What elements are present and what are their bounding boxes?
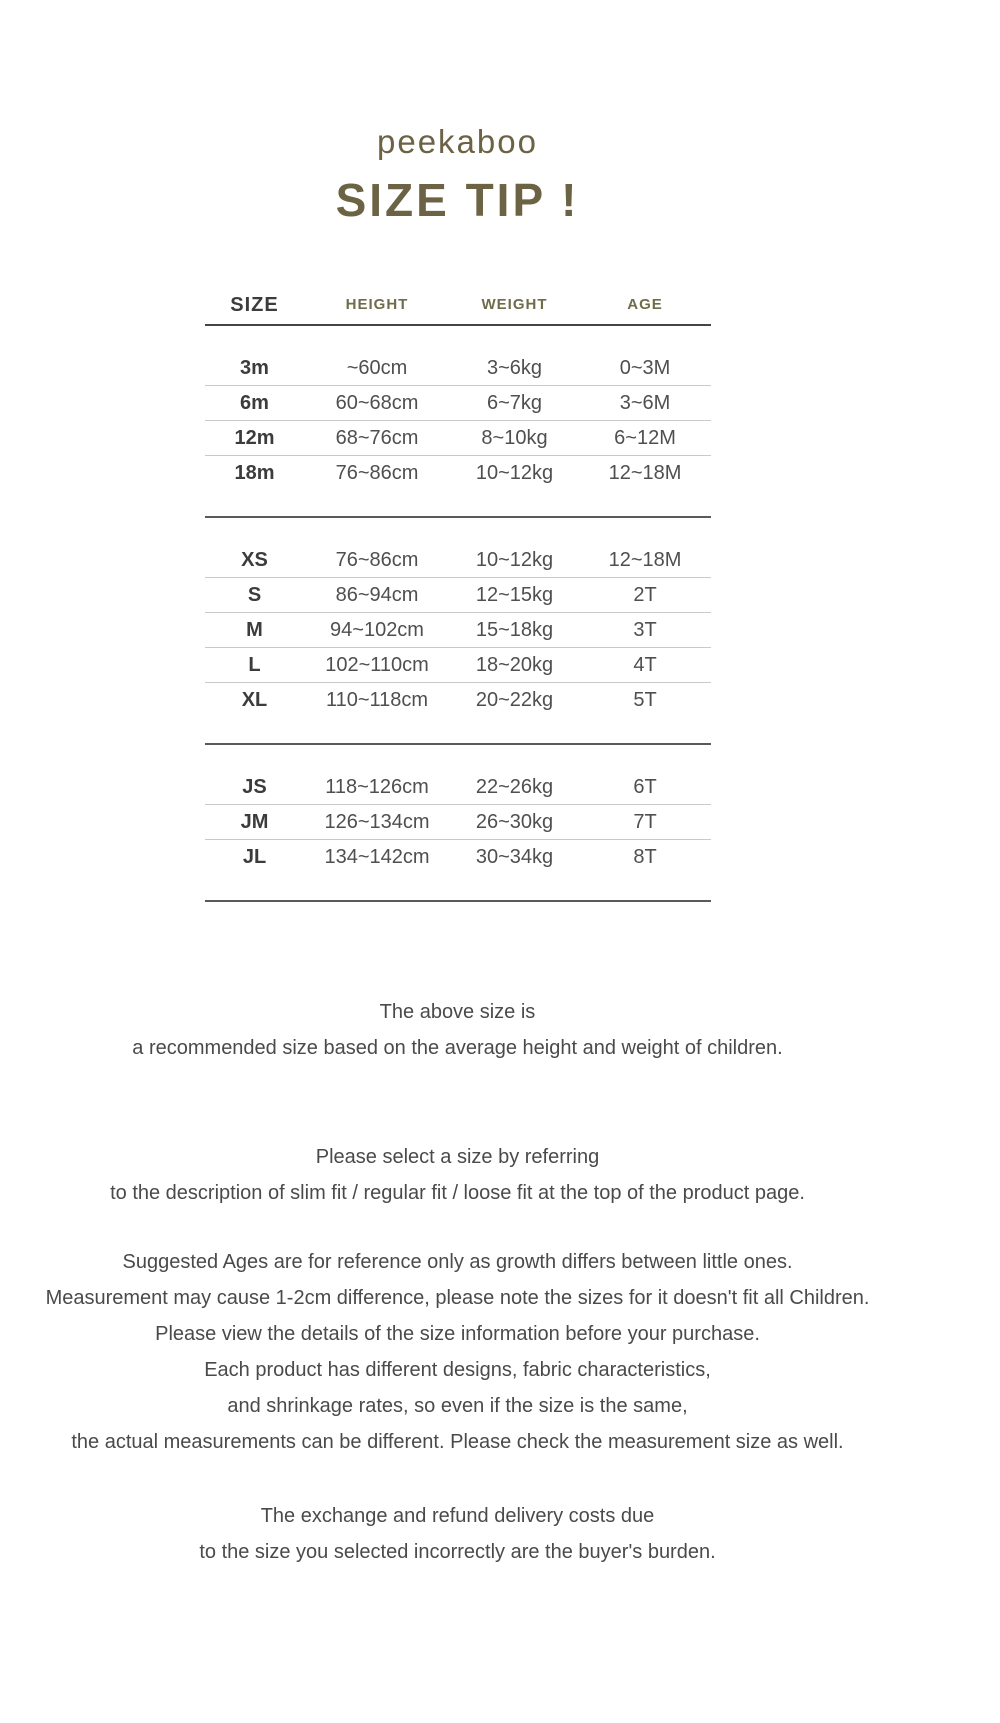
table-cell: 12m [234, 427, 275, 449]
table-row [205, 682, 711, 717]
table-body [205, 326, 711, 902]
table-cell: 12~15kg [475, 584, 554, 606]
table-row [205, 455, 711, 490]
table-row [205, 542, 711, 577]
table-cell: JL [242, 846, 267, 868]
table-cell: 4T [633, 654, 657, 676]
column-header-size: SIZE [230, 294, 279, 316]
table-cell: 6~7kg [486, 392, 543, 414]
note-paragraph: Suggested Ages are for reference only as growth differs between little ones. Measurement may cause 1-2cm difference, please note the sizes for it doesn't fit all Children. Please view the details of the size information before your purchase. Each product has different designs, fabric characteristics, and shrinkage rates, so even if the size is the same, the actual measurements can be different. Please check the measurement size as well. [45, 1251, 870, 1453]
table-cell: 118~126cm [325, 775, 429, 798]
table-cell: 2T [633, 584, 657, 606]
table-cell: M [246, 619, 263, 641]
table-cell: 110~118cm [325, 689, 429, 711]
table-group [205, 326, 711, 518]
table-cell: 60~68cm [335, 392, 419, 414]
table-cell: ~60cm [346, 356, 408, 379]
table-cell: 26~30kg [475, 811, 554, 833]
table-cell: 0~3M [619, 356, 671, 379]
table-cell: 126~134cm [324, 811, 430, 833]
table-cell: 76~86cm [335, 548, 419, 571]
table-cell: 3m [240, 356, 269, 379]
column-header-age: AGE [627, 296, 663, 313]
table-cell: 10~12kg [475, 462, 554, 484]
table-cell: 86~94cm [335, 584, 419, 606]
table-row [205, 647, 711, 682]
table-cell: 94~102cm [330, 619, 424, 641]
table-cell: 134~142cm [324, 846, 430, 868]
table-cell: 8T [633, 846, 657, 868]
table-cell: 3~6kg [486, 356, 543, 379]
table-cell: 6~12M [614, 427, 676, 449]
table-group [205, 745, 711, 902]
column-header-weight: WEIGHT [481, 296, 548, 313]
table-group [205, 518, 711, 745]
table-cell: 68~76cm [335, 427, 419, 449]
table-row [205, 804, 711, 839]
table-header-row [205, 295, 711, 326]
table-cell: S [247, 584, 262, 606]
table-cell: 20~22kg [475, 689, 554, 711]
table-cell: 12~18M [608, 462, 682, 484]
table-cell: 5T [633, 689, 657, 711]
table-cell: 10~12kg [475, 548, 554, 571]
page-title: SIZE TIP ! [335, 174, 580, 226]
table-cell: 8~10kg [481, 427, 548, 449]
table-cell: 18~20kg [475, 654, 554, 676]
table-cell: 30~34kg [475, 846, 554, 868]
brand-logo: peekaboo [377, 123, 538, 160]
table-cell: 3T [633, 619, 657, 641]
table-cell: 3~6M [619, 392, 671, 414]
table-row [205, 612, 711, 647]
table-row [205, 385, 711, 420]
note-paragraph: Please select a size by referring to the description of slim fit / regular fit / loose fit at the top of the product page. [110, 1146, 805, 1204]
table-cell: 6T [633, 775, 657, 798]
table-cell: XS [241, 548, 268, 571]
table-row [205, 769, 711, 804]
size-chart-table [205, 295, 711, 902]
table-cell: 102~110cm [325, 654, 429, 676]
table-cell: 12~18M [608, 548, 682, 571]
note-paragraph: The above size is a recommended size based on the average height and weight of children. [132, 1001, 783, 1059]
table-cell: 18m [234, 462, 275, 484]
column-header-height: HEIGHT [345, 296, 409, 313]
table-cell: L [248, 654, 261, 676]
table-cell: 76~86cm [335, 462, 419, 484]
table-row [205, 350, 711, 385]
table-cell: 6m [240, 392, 269, 414]
note-paragraph: The exchange and refund delivery costs due to the size you selected incorrectly are the buyer's burden. [199, 1505, 716, 1563]
table-cell: JM [240, 811, 269, 833]
table-cell: JS [242, 775, 267, 798]
table-cell: 15~18kg [475, 619, 554, 641]
table-row [205, 420, 711, 455]
size-notes [0, 994, 915, 1570]
table-row [205, 577, 711, 612]
table-row [205, 839, 711, 874]
table-cell: 22~26kg [475, 775, 554, 798]
table-cell: 7T [633, 811, 657, 833]
table-cell: XL [241, 689, 268, 711]
